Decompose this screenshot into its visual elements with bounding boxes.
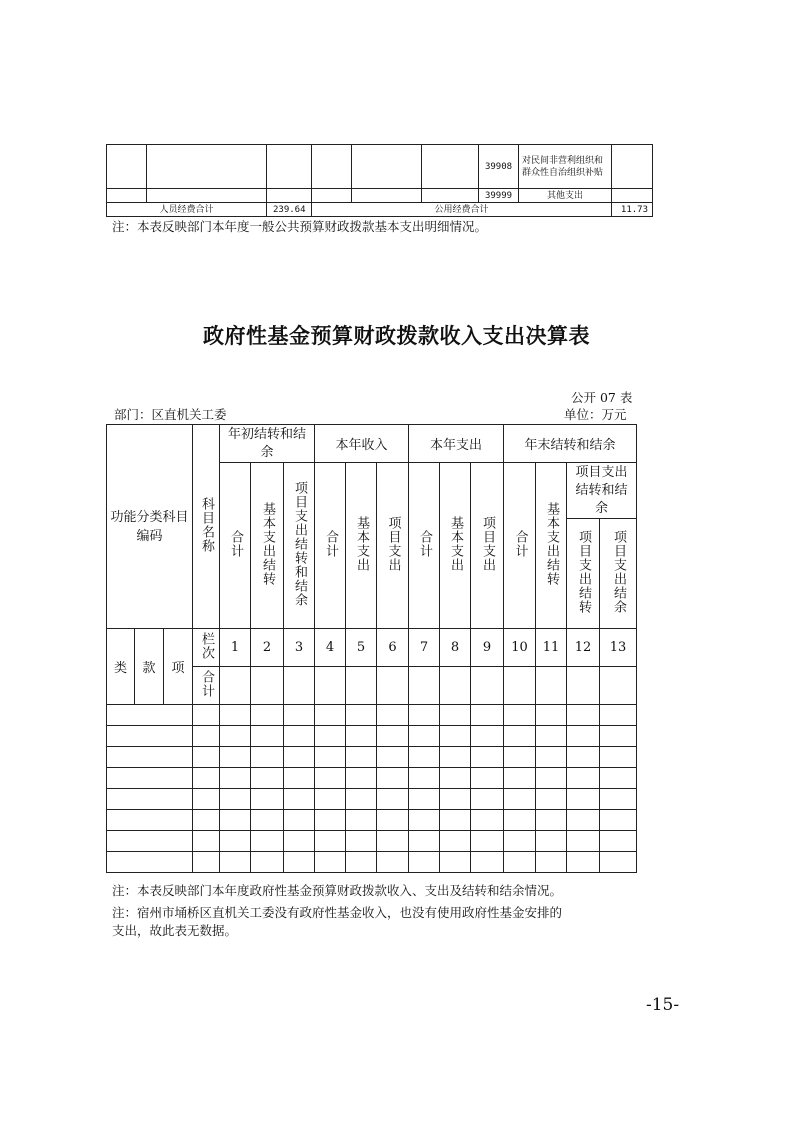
note-no-data-line1: 注：宿州市埇桥区直机关工委没有政府性基金收入，也没有使用政府性基金安排的: [112, 905, 563, 920]
header-lei: 类: [107, 629, 135, 705]
col-number: 6: [377, 629, 409, 667]
header-end-balance: 年末结转和结余: [504, 425, 637, 463]
page-number: -15-: [646, 995, 680, 1015]
col-number: 1: [220, 629, 251, 667]
header-subtotal: 合计: [220, 463, 251, 629]
header-project: 项目支出结转和结余: [284, 463, 315, 629]
public-total-value: 11.73: [612, 203, 653, 217]
table-row: [107, 768, 637, 789]
table-row: [107, 810, 637, 831]
header-subtotal: 合计: [315, 463, 346, 629]
unit-label: 单位：万元: [564, 407, 627, 422]
col-number: 13: [600, 629, 637, 667]
gov-fund-budget-table: [106, 424, 637, 873]
col-number: 10: [504, 629, 536, 667]
row-heji: 合计: [193, 667, 220, 705]
table-row: [107, 747, 637, 768]
header-func-code: 功能分类科目编码: [107, 425, 193, 629]
table-row: [107, 726, 637, 747]
public-total-label: 公用经费合计: [312, 203, 612, 217]
code-cell: 39908: [479, 145, 519, 189]
code-cell: 39999: [479, 189, 519, 203]
table-row: [107, 145, 653, 189]
header-subtotal: 合计: [409, 463, 440, 629]
col-number: 7: [409, 629, 440, 667]
note-no-data-line2: 支出，故此表无数据。: [112, 923, 238, 938]
header-basic: 基本支出: [346, 463, 377, 629]
basic-expense-table-fragment: [106, 144, 653, 217]
col-number: 4: [315, 629, 346, 667]
table-row: [107, 852, 637, 873]
header-project-group: 项目支出结转和结余: [567, 463, 637, 519]
row-lanci: 栏次: [193, 629, 220, 667]
header-project: 项目支出: [471, 463, 504, 629]
header-income: 本年收入: [315, 425, 409, 463]
note-basic-expense: 注：本表反映部门本年度一般公共预算财政拨款基本支出明细情况。: [112, 219, 488, 234]
name-cell: 对民间非营利组织和群众性自治组织补贴: [519, 145, 612, 189]
header-project-carryover: 项目支出结转: [567, 519, 600, 629]
table-row: [107, 705, 637, 726]
personnel-total-value: 239.64: [267, 203, 312, 217]
col-number: 3: [284, 629, 315, 667]
table-row: [107, 789, 637, 810]
personnel-total-label: 人员经费合计: [107, 203, 267, 217]
page-title: 政府性基金预算财政拨款收入支出决算表: [203, 324, 590, 348]
col-number: 9: [471, 629, 504, 667]
totals-row: [107, 203, 653, 217]
table-row: [107, 189, 653, 203]
col-number: 12: [567, 629, 600, 667]
note-fund-table: 注：本表反映部门本年度政府性基金预算财政拨款收入、支出及结转和结余情况。: [112, 883, 563, 898]
col-number: 8: [440, 629, 471, 667]
col-number: 5: [346, 629, 377, 667]
table-code: 公开 07 表: [571, 390, 633, 405]
column-number-row: [107, 629, 637, 667]
header-xiang: 项: [164, 629, 193, 705]
header-project-balance: 项目支出结余: [600, 519, 637, 629]
header-subject-name: 科目名称: [193, 425, 220, 629]
header-basic: 基本支出结转: [536, 463, 567, 629]
header-expense: 本年支出: [409, 425, 504, 463]
header-basic: 基本支出: [440, 463, 471, 629]
header-kuan: 款: [135, 629, 164, 705]
col-number: 11: [536, 629, 567, 667]
header-basic: 基本支出结转: [251, 463, 284, 629]
col-number: 2: [251, 629, 284, 667]
header-project: 项目支出: [377, 463, 409, 629]
header-begin-balance: 年初结转和结余: [220, 425, 315, 463]
table-row: [107, 831, 637, 852]
name-cell: 其他支出: [519, 189, 612, 203]
header-row: [107, 425, 637, 463]
header-subtotal: 合计: [504, 463, 536, 629]
department-label: 部门：区直机关工委: [114, 407, 227, 422]
